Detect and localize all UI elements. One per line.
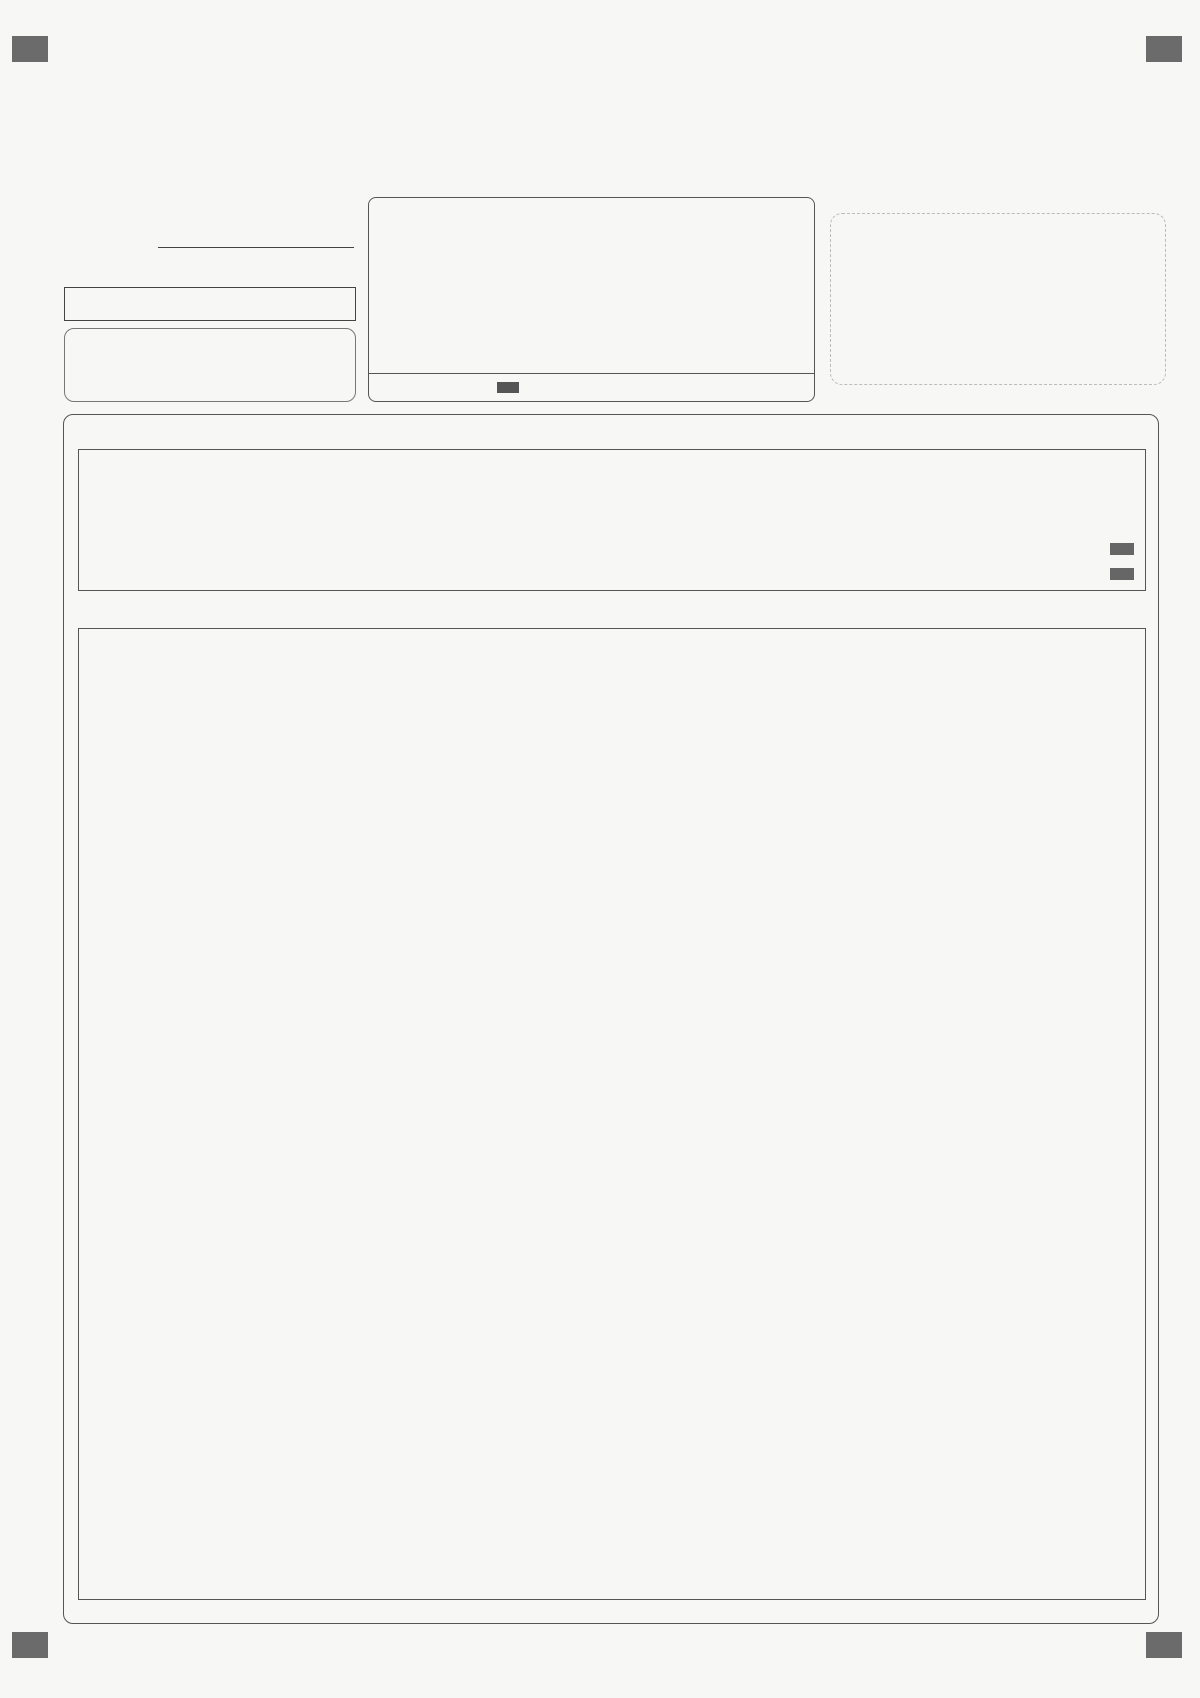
registration-mark-top-right (1146, 36, 1182, 62)
name-label (63, 222, 105, 247)
filled-sample-icon (497, 382, 519, 393)
registration-mark-bottom-left (12, 1632, 48, 1658)
barcode-area (830, 213, 1166, 385)
registration-mark-top-left (12, 36, 48, 62)
open-answer-area[interactable] (78, 628, 1146, 1600)
choice-timing-mark-2 (1110, 568, 1134, 580)
exam-number-grid[interactable] (64, 287, 356, 321)
registration-mark-bottom-right (1146, 1632, 1182, 1658)
fill-sample-row (369, 373, 814, 401)
absent-mark-area (64, 328, 356, 402)
notice-box (368, 197, 815, 402)
choice-frame (78, 449, 1146, 591)
choice-timing-mark-1 (1110, 543, 1134, 555)
name-field[interactable] (158, 247, 354, 248)
